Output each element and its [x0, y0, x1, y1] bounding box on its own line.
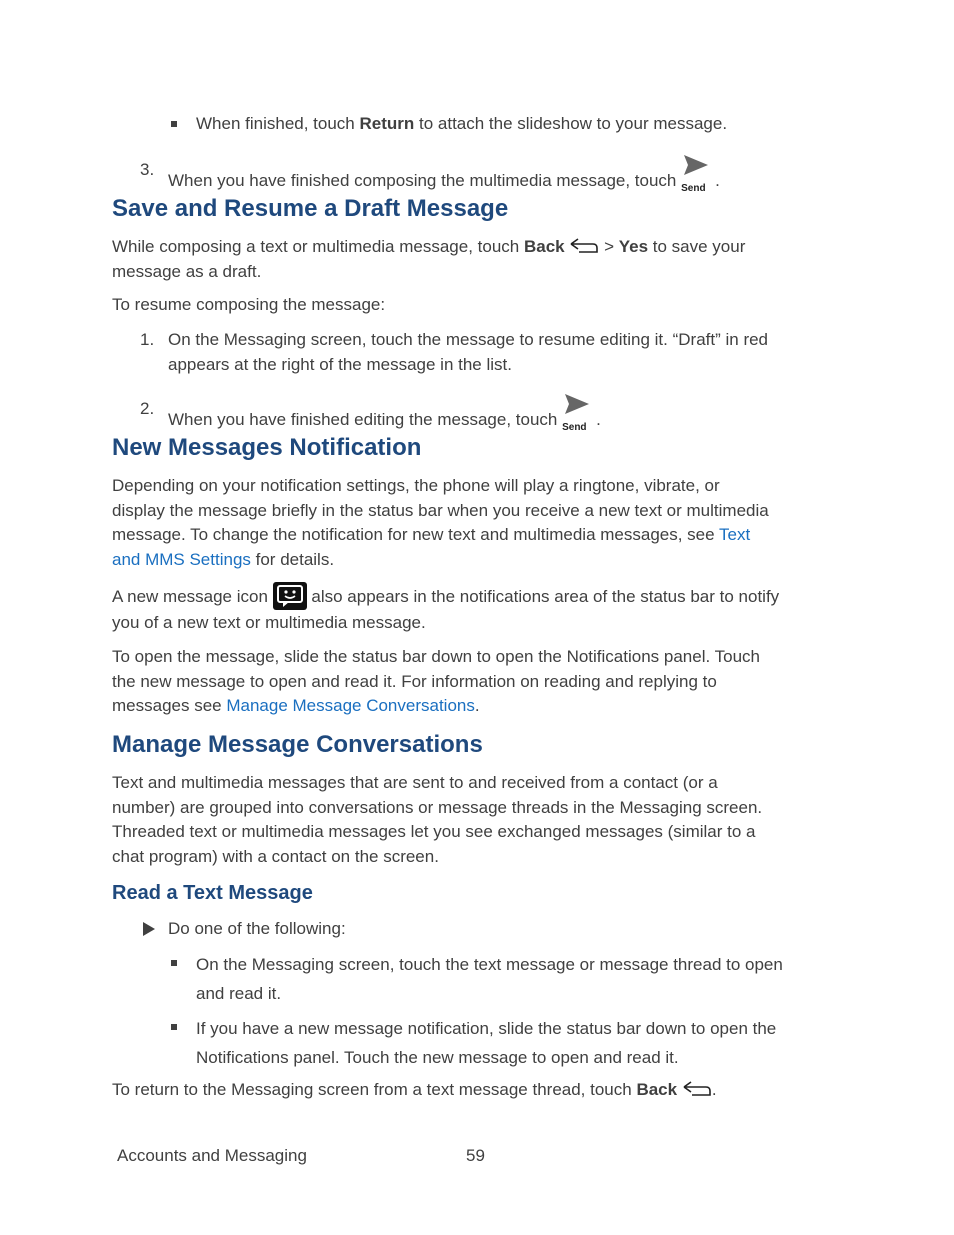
send-icon: Send: [681, 158, 715, 192]
manage-paragraph: Text and multimedia messages that are sent to and received from a contact (or a number) are grouped into conversations or message threads in the Messaging screen. Threaded text or multimedia messages let you see exchanged messages (similar to a chat program) with a contact on the screen.: [112, 773, 763, 866]
section-title-notification: New Messages Notification: [112, 434, 422, 461]
section-title-manage: Manage Message Conversations: [112, 731, 483, 758]
bullet-return-text: When finished, touch Return to attach the slideshow to your message.: [196, 114, 728, 133]
manage-conversations-link[interactable]: Manage Message Conversations: [226, 696, 475, 715]
new-message-icon: [273, 582, 307, 610]
return-label: Return: [359, 114, 415, 133]
step-number: 2.: [140, 399, 155, 418]
send-icon: Send: [562, 397, 596, 431]
page-number: 59: [466, 1146, 485, 1165]
step3-text: When you have finished composing the multimedia message, touch Send .: [168, 158, 720, 194]
subsection-title-read: Read a Text Message: [112, 882, 313, 904]
resume-step2: When you have finished editing the message, touch Send .: [168, 397, 601, 433]
new-message-icon-paragraph: A new message icon also appears in the notifications area of the status bar to notify you of a new text or multimedia message.: [112, 582, 852, 636]
resume-intro: To resume composing the message:: [112, 295, 386, 314]
text-mms-settings-link-cont[interactable]: and MMS Settings: [112, 549, 251, 569]
bullet-square: [171, 1024, 177, 1030]
arrow-bullet-icon: [143, 922, 155, 936]
read-bullet-1: On the Messaging screen, touch the text message or message thread to open and read it.: [196, 955, 783, 1003]
resume-step1: On the Messaging screen, touch the message to resume editing it. “Draft” in red appears at the right of the message in the list.: [168, 330, 769, 374]
bullet-square: [171, 121, 177, 127]
open-message-paragraph: To open the message, slide the status bar down to open the Notifications panel. Touch the new message to open and read it. For information on reading and replying to messages see Manage Message Conversations.: [112, 647, 760, 715]
return-paragraph: To return to the Messaging screen from a text message thread, touch Back .: [112, 1080, 717, 1099]
section-title-draft: Save and Resume a Draft Message: [112, 195, 509, 222]
step-number: 3.: [140, 160, 155, 179]
notification-paragraph: Depending on your notification settings, the phone will play a ringtone, vibrate, or display the message briefly in the status bar when you receive a new text or multimedia message. To change the notification for new text and multimedia messages, see Text and MMS Settings for details.: [112, 476, 769, 569]
do-following-text: Do one of the following:: [168, 919, 346, 938]
draft-paragraph: While composing a text or multimedia message, touch Back > Yes to save your message as a draft.: [112, 237, 746, 281]
back-icon: [569, 238, 599, 254]
back-icon: [682, 1081, 712, 1097]
read-bullet-2: If you have a new message notification, slide the status bar down to open the Notifications panel. Touch the new message to open and read it.: [196, 1019, 777, 1067]
step-number: 1.: [140, 330, 155, 349]
text-mms-settings-link[interactable]: Text: [719, 525, 751, 544]
footer-section-name: Accounts and Messaging: [117, 1146, 307, 1165]
bullet-square: [171, 960, 177, 966]
